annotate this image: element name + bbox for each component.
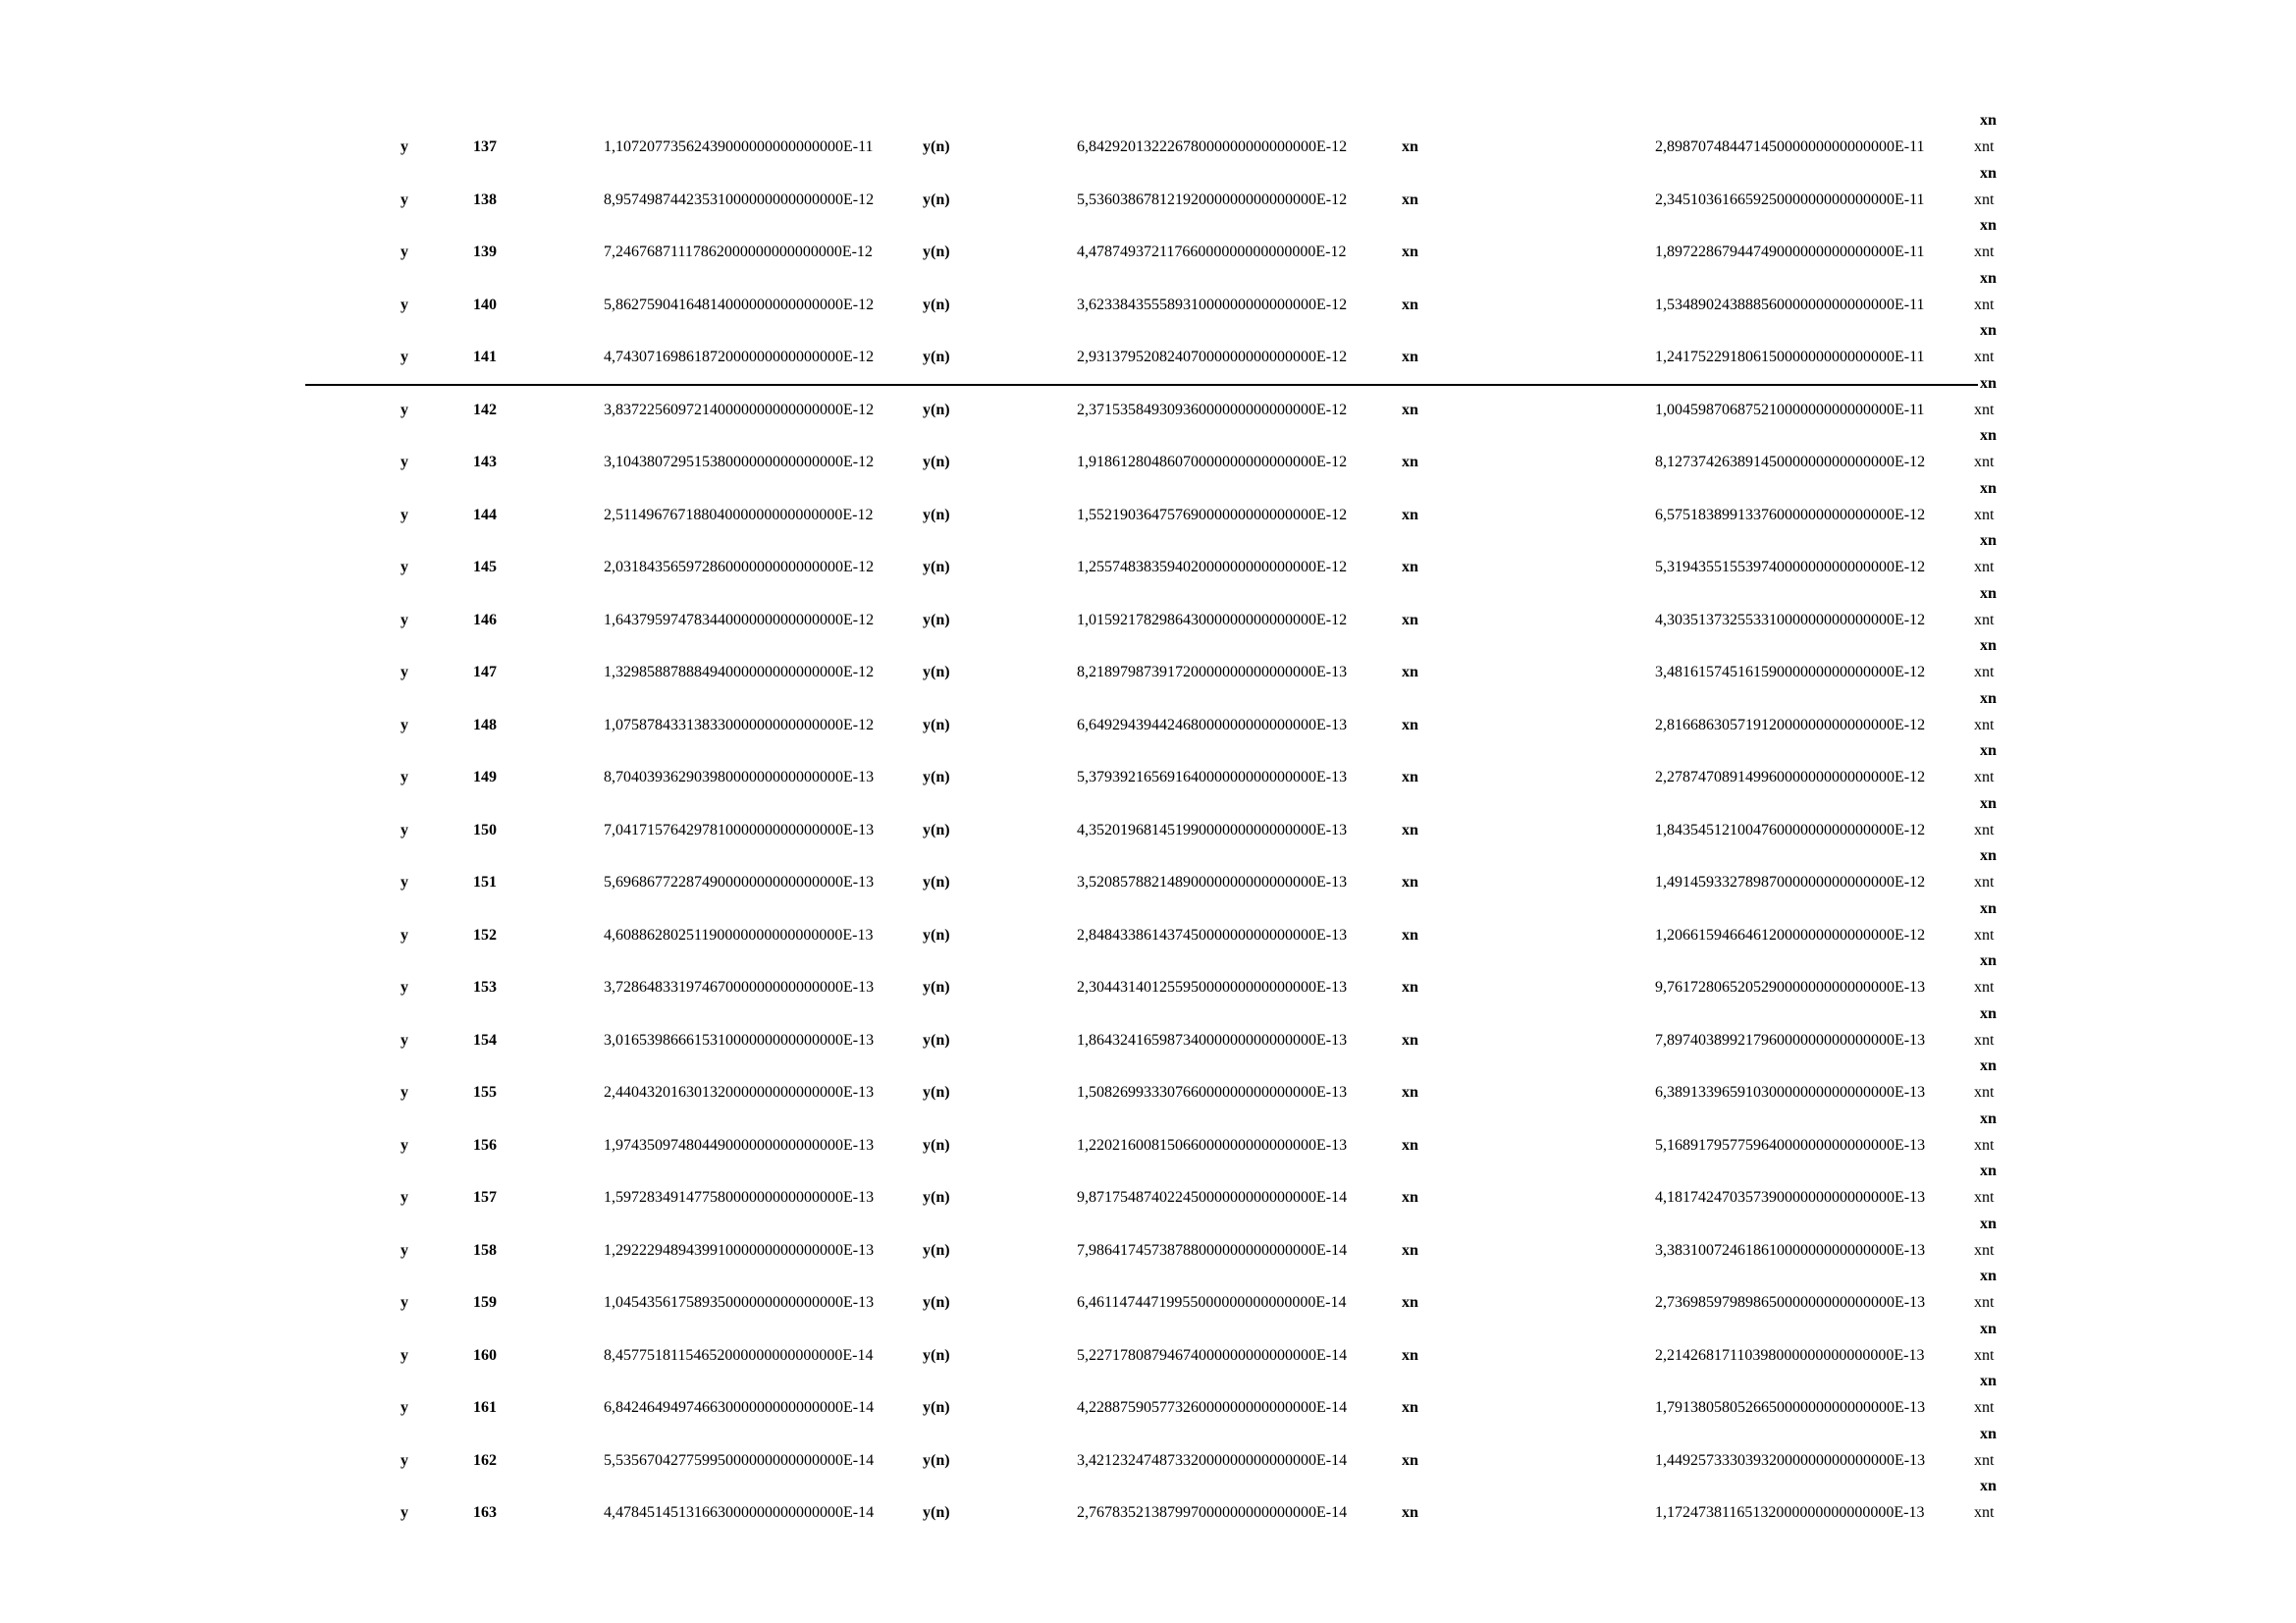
row-xnt-label: xnt (1974, 454, 1995, 470)
row-value-2: 6,46114744719955000000000000000E-14 (1077, 1294, 1347, 1311)
row-value-3: 3,38310072461861000000000000000E-13 (1655, 1241, 1926, 1259)
row-yn-label: y(n) (923, 926, 950, 944)
row-value-1: 3,10438072951538000000000000000E-12 (604, 454, 875, 470)
row-xn-label-top: xn (1980, 637, 1997, 654)
row-value-3: 1,24175229180615000000000000000E-11 (1655, 349, 1925, 365)
row-xn-label: xn (1402, 1189, 1418, 1206)
row-value-1: 6,84246494974663000000000000000E-14 (604, 1399, 875, 1416)
table-row (0, 726, 2296, 785)
row-value-1: 3,83722560972140000000000000000E-12 (604, 401, 875, 418)
row-value-2: 2,30443140125595000000000000000E-13 (1077, 979, 1348, 996)
row-yn-label: y(n) (923, 1031, 950, 1049)
row-value-1: 7,24676871117862000000000000000E-12 (604, 243, 873, 260)
row-index: 143 (473, 454, 497, 470)
row-value-3: 6,57518389913376000000000000000E-12 (1655, 506, 1926, 523)
row-index: 144 (473, 506, 497, 523)
row-xnt-label: xnt (1974, 821, 1995, 839)
row-value-3: 2,34510361665925000000000000000E-11 (1655, 190, 1925, 208)
table-row (0, 1041, 2296, 1101)
row-value-3: 5,31943551553974000000000000000E-12 (1655, 559, 1926, 575)
row-value-1: 2,51149676718804000000000000000E-12 (604, 506, 874, 523)
row-value-2: 3,42123247487332000000000000000E-14 (1077, 1451, 1348, 1469)
row-value-3: 2,21426817110398000000000000000E-13 (1655, 1346, 1925, 1364)
row-yn-label: y(n) (923, 979, 950, 996)
row-value-1: 1,32985887888494000000000000000E-12 (604, 664, 875, 680)
row-xn-label-top: xn (1980, 689, 1997, 707)
row-y-label: y (400, 296, 408, 313)
row-value-2: 1,22021600815066000000000000000E-13 (1077, 1136, 1348, 1154)
row-value-1: 1,29222948943991000000000000000E-13 (604, 1241, 875, 1259)
row-xn-label-top: xn (1980, 164, 1997, 182)
row-value-2: 4,47874937211766000000000000000E-12 (1077, 243, 1347, 260)
row-xnt-label: xnt (1974, 1346, 1995, 1364)
row-yn-label: y(n) (923, 1084, 950, 1101)
row-value-2: 1,86432416598734000000000000000E-13 (1077, 1031, 1348, 1049)
row-value-1: 5,69686772287490000000000000000E-13 (604, 874, 875, 891)
row-index: 155 (473, 1084, 497, 1101)
row-index: 148 (473, 716, 497, 733)
row-xnt-label: xnt (1974, 349, 1995, 365)
row-xn-label: xn (1402, 664, 1418, 680)
table-row (0, 936, 2296, 996)
row-value-2: 8,21897987391720000000000000000E-13 (1077, 664, 1348, 680)
row-value-2: 9,87175487402245000000000000000E-14 (1077, 1189, 1348, 1206)
row-value-3: 1,84354512100476000000000000000E-12 (1655, 821, 1926, 839)
row-index: 153 (473, 979, 497, 996)
row-value-2: 2,93137952082407000000000000000E-12 (1077, 349, 1348, 365)
table-row (0, 1146, 2296, 1206)
row-xnt-label: xnt (1974, 1084, 1995, 1101)
row-y-label: y (400, 1084, 408, 1101)
row-y-label: y (400, 454, 408, 470)
row-value-2: 5,37939216569164000000000000000E-13 (1077, 769, 1348, 785)
table-row (0, 253, 2296, 313)
row-value-1: 8,70403936290398000000000000000E-13 (604, 769, 875, 785)
row-index: 160 (473, 1346, 497, 1364)
row-value-3: 8,12737426389145000000000000000E-12 (1655, 454, 1926, 470)
row-xn-label: xn (1402, 716, 1418, 733)
row-xn-label-top: xn (1980, 742, 1997, 759)
row-y-label: y (400, 874, 408, 891)
row-yn-label: y(n) (923, 454, 950, 470)
row-xn-label: xn (1402, 1136, 1418, 1154)
row-value-2: 1,50826993330766000000000000000E-13 (1077, 1084, 1348, 1101)
row-yn-label: y(n) (923, 1451, 950, 1469)
row-xnt-label: xnt (1974, 138, 1995, 155)
row-value-2: 1,55219036475769000000000000000E-12 (1077, 506, 1348, 523)
row-y-label: y (400, 716, 408, 733)
row-xn-label: xn (1402, 349, 1418, 365)
row-xn-label: xn (1402, 1084, 1418, 1101)
row-xnt-label: xnt (1974, 1241, 1995, 1259)
row-y-label: y (400, 138, 408, 155)
row-xn-label-top: xn (1980, 374, 1997, 392)
table-row (0, 831, 2296, 891)
row-value-1: 3,01653986661531000000000000000E-13 (604, 1031, 875, 1049)
horizontal-rule (305, 384, 1978, 386)
row-xnt-label: xnt (1974, 190, 1995, 208)
row-xn-label-top: xn (1980, 1425, 1997, 1442)
row-xnt-label: xnt (1974, 506, 1995, 523)
row-value-2: 5,53603867812192000000000000000E-12 (1077, 190, 1348, 208)
table-row (0, 1304, 2296, 1364)
row-index: 163 (473, 1504, 497, 1521)
row-xn-label-top: xn (1980, 1057, 1997, 1074)
row-value-2: 1,25574838359402000000000000000E-12 (1077, 559, 1348, 575)
table-row (0, 200, 2296, 260)
row-value-3: 1,00459870687521000000000000000E-11 (1655, 401, 1925, 418)
row-value-3: 2,73698597989865000000000000000E-13 (1655, 1294, 1926, 1311)
row-xn-label: xn (1402, 1451, 1418, 1469)
row-xnt-label: xnt (1974, 559, 1995, 575)
row-value-3: 1,53489024388856000000000000000E-11 (1655, 296, 1925, 313)
row-xn-label-top: xn (1980, 269, 1997, 287)
row-value-2: 3,52085788214890000000000000000E-13 (1077, 874, 1348, 891)
row-y-label: y (400, 1346, 408, 1364)
row-value-3: 9,76172806520529000000000000000E-13 (1655, 979, 1926, 996)
row-xn-label: xn (1402, 506, 1418, 523)
row-yn-label: y(n) (923, 716, 950, 733)
row-value-3: 1,20661594664612000000000000000E-12 (1655, 926, 1926, 944)
row-value-2: 4,35201968145199000000000000000E-13 (1077, 821, 1348, 839)
row-y-label: y (400, 559, 408, 575)
row-yn-label: y(n) (923, 138, 950, 155)
row-index: 147 (473, 664, 497, 680)
row-xn-label: xn (1402, 1399, 1418, 1416)
row-y-label: y (400, 1031, 408, 1049)
row-xn-label-top: xn (1980, 847, 1997, 864)
row-xn-label-top: xn (1980, 1163, 1997, 1179)
table-row (0, 779, 2296, 839)
row-xn-label: xn (1402, 1504, 1418, 1521)
table-row (0, 674, 2296, 733)
row-value-2: 2,37153584930936000000000000000E-12 (1077, 401, 1348, 418)
row-xn-label-top: xn (1980, 217, 1997, 234)
row-yn-label: y(n) (923, 1189, 950, 1206)
row-xn-label: xn (1402, 138, 1418, 155)
row-xn-label: xn (1402, 243, 1418, 260)
row-yn-label: y(n) (923, 1346, 950, 1364)
row-value-2: 2,84843386143745000000000000000E-13 (1077, 926, 1348, 944)
row-value-2: 4,22887590577326000000000000000E-14 (1077, 1399, 1348, 1416)
row-value-2: 1,01592178298643000000000000000E-12 (1077, 611, 1348, 628)
row-yn-label: y(n) (923, 401, 950, 418)
row-y-label: y (400, 821, 408, 839)
table-row (0, 1251, 2296, 1311)
table-row (0, 148, 2296, 208)
row-xnt-label: xnt (1974, 296, 1995, 313)
table-row (0, 1409, 2296, 1469)
row-yn-label: y(n) (923, 769, 950, 785)
row-xn-label-top: xn (1980, 1215, 1997, 1232)
row-index: 138 (473, 190, 497, 208)
row-xn-label-top: xn (1980, 899, 1997, 917)
row-yn-label: y(n) (923, 1399, 950, 1416)
row-index: 145 (473, 559, 497, 575)
row-value-2: 5,22717808794674000000000000000E-14 (1077, 1346, 1348, 1364)
row-index: 149 (473, 769, 497, 785)
row-xn-label-top: xn (1980, 427, 1997, 444)
row-index: 140 (473, 296, 497, 313)
row-xnt-label: xnt (1974, 1399, 1995, 1416)
row-xn-label-top: xn (1980, 322, 1997, 339)
row-index: 139 (473, 243, 497, 260)
row-xn-label-top: xn (1980, 532, 1997, 549)
row-value-1: 1,07587843313833000000000000000E-12 (604, 716, 875, 733)
row-yn-label: y(n) (923, 506, 950, 523)
row-value-1: 4,74307169861872000000000000000E-12 (604, 349, 875, 365)
row-index: 161 (473, 1399, 497, 1416)
row-xnt-label: xnt (1974, 243, 1995, 260)
row-xn-label-top: xn (1980, 1004, 1997, 1022)
row-xnt-label: xnt (1974, 716, 1995, 733)
row-value-1: 1,10720773562439000000000000000E-11 (604, 138, 874, 155)
row-value-3: 1,79138058052665000000000000000E-13 (1655, 1399, 1926, 1416)
row-index: 141 (473, 349, 497, 365)
row-y-label: y (400, 611, 408, 628)
row-yn-label: y(n) (923, 1136, 950, 1154)
row-index: 162 (473, 1451, 497, 1469)
row-y-label: y (400, 664, 408, 680)
row-index: 156 (473, 1136, 497, 1154)
row-y-label: y (400, 769, 408, 785)
row-xn-label: xn (1402, 769, 1418, 785)
row-yn-label: y(n) (923, 1241, 950, 1259)
table-row (0, 463, 2296, 523)
row-y-label: y (400, 190, 408, 208)
row-xn-label-top: xn (1980, 952, 1997, 969)
row-value-3: 2,27874708914996000000000000000E-12 (1655, 769, 1926, 785)
row-y-label: y (400, 979, 408, 996)
row-value-1: 5,86275904164814000000000000000E-12 (604, 296, 875, 313)
row-y-label: y (400, 401, 408, 418)
row-value-3: 1,44925733303932000000000000000E-13 (1655, 1451, 1926, 1469)
row-index: 154 (473, 1031, 497, 1049)
row-value-1: 1,64379597478344000000000000000E-12 (604, 611, 875, 628)
row-value-1: 7,04171576429781000000000000000E-13 (604, 821, 875, 839)
row-xnt-label: xnt (1974, 1136, 1995, 1154)
row-value-1: 2,03184356597286000000000000000E-12 (604, 559, 875, 575)
table-row (0, 1461, 2296, 1521)
row-xn-label: xn (1402, 821, 1418, 839)
row-xnt-label: xnt (1974, 979, 1995, 996)
table-row (0, 884, 2296, 944)
row-y-label: y (400, 1451, 408, 1469)
row-xnt-label: xnt (1974, 874, 1995, 891)
row-xn-label: xn (1402, 874, 1418, 891)
table-row (0, 305, 2296, 365)
row-xn-label: xn (1402, 1294, 1418, 1311)
row-xnt-label: xnt (1974, 1451, 1995, 1469)
row-yn-label: y(n) (923, 1294, 950, 1311)
row-xn-label: xn (1402, 1346, 1418, 1364)
row-yn-label: y(n) (923, 874, 950, 891)
row-value-1: 4,60886280251190000000000000000E-13 (604, 926, 874, 944)
row-value-1: 5,53567042775995000000000000000E-14 (604, 1451, 875, 1469)
row-value-3: 7,89740389921796000000000000000E-13 (1655, 1031, 1926, 1049)
row-yn-label: y(n) (923, 243, 950, 260)
row-index: 151 (473, 874, 497, 891)
row-value-1: 3,72864833197467000000000000000E-13 (604, 979, 875, 996)
row-index: 159 (473, 1294, 497, 1311)
row-value-3: 5,16891795775964000000000000000E-13 (1655, 1136, 1926, 1154)
row-xn-label-top: xn (1980, 1373, 1997, 1389)
row-value-2: 1,91861280486070000000000000000E-12 (1077, 454, 1348, 470)
row-index: 137 (473, 138, 497, 155)
row-xnt-label: xnt (1974, 769, 1995, 785)
row-xnt-label: xnt (1974, 611, 1995, 628)
row-yn-label: y(n) (923, 296, 950, 313)
row-xn-label-top: xn (1980, 112, 1997, 129)
row-yn-label: y(n) (923, 1504, 950, 1521)
row-index: 146 (473, 611, 497, 628)
row-value-2: 6,84292013222678000000000000000E-12 (1077, 138, 1348, 155)
row-index: 157 (473, 1189, 497, 1206)
table-row (0, 410, 2296, 470)
row-index: 142 (473, 401, 497, 418)
row-yn-label: y(n) (923, 190, 950, 208)
row-value-3: 1,17247381165132000000000000000E-13 (1655, 1504, 1925, 1521)
row-xnt-label: xnt (1974, 401, 1995, 418)
row-y-label: y (400, 349, 408, 365)
row-xn-label: xn (1402, 979, 1418, 996)
row-xn-label-top: xn (1980, 1268, 1997, 1284)
row-xn-label: xn (1402, 401, 1418, 418)
row-y-label: y (400, 243, 408, 260)
row-y-label: y (400, 1189, 408, 1206)
row-y-label: y (400, 1504, 408, 1521)
row-xnt-label: xnt (1974, 1294, 1995, 1311)
row-xnt-label: xnt (1974, 1504, 1995, 1521)
row-value-2: 2,76783521387997000000000000000E-14 (1077, 1504, 1348, 1521)
row-xn-label-top: xn (1980, 1320, 1997, 1337)
table-row (0, 621, 2296, 680)
table-row (0, 568, 2296, 628)
row-y-label: y (400, 1136, 408, 1154)
row-value-3: 6,38913396591030000000000000000E-13 (1655, 1084, 1926, 1101)
row-xnt-label: xnt (1974, 1031, 1995, 1049)
row-xn-label-top: xn (1980, 1478, 1997, 1494)
row-index: 152 (473, 926, 497, 944)
row-value-1: 8,45775181154652000000000000000E-14 (604, 1346, 874, 1364)
row-y-label: y (400, 506, 408, 523)
table-row (0, 515, 2296, 575)
row-xn-label-top: xn (1980, 479, 1997, 497)
row-xn-label: xn (1402, 1031, 1418, 1049)
table-row (0, 1199, 2296, 1259)
row-yn-label: y(n) (923, 349, 950, 365)
row-y-label: y (400, 1294, 408, 1311)
row-yn-label: y(n) (923, 559, 950, 575)
row-value-3: 1,89722867944749000000000000000E-11 (1655, 243, 1925, 260)
row-value-3: 4,30351373255331000000000000000E-12 (1655, 611, 1926, 628)
row-index: 150 (473, 821, 497, 839)
row-xn-label-top: xn (1980, 1109, 1997, 1127)
row-value-1: 1,97435097480449000000000000000E-13 (604, 1136, 875, 1154)
row-xn-label: xn (1402, 454, 1418, 470)
row-y-label: y (400, 1241, 408, 1259)
row-xn-label: xn (1402, 611, 1418, 628)
row-value-1: 2,44043201630132000000000000000E-13 (604, 1084, 875, 1101)
row-y-label: y (400, 926, 408, 944)
row-xn-label: xn (1402, 559, 1418, 575)
row-xn-label-top: xn (1980, 794, 1997, 812)
row-value-2: 6,64929439442468000000000000000E-13 (1077, 716, 1348, 733)
row-value-3: 1,49145933278987000000000000000E-12 (1655, 874, 1926, 891)
row-yn-label: y(n) (923, 611, 950, 628)
row-yn-label: y(n) (923, 821, 950, 839)
row-value-1: 4,47845145131663000000000000000E-14 (604, 1504, 875, 1521)
row-xn-label: xn (1402, 1241, 1418, 1259)
row-xnt-label: xnt (1974, 926, 1995, 944)
table-row (0, 1094, 2296, 1154)
row-xn-label: xn (1402, 190, 1418, 208)
row-value-3: 2,89870748447145000000000000000E-11 (1655, 138, 1925, 155)
row-value-1: 8,95749874423531000000000000000E-12 (604, 190, 875, 208)
row-value-3: 2,81668630571912000000000000000E-12 (1655, 716, 1926, 733)
row-xnt-label: xnt (1974, 664, 1995, 680)
row-value-1: 1,59728349147758000000000000000E-13 (604, 1189, 875, 1206)
row-value-1: 1,04543561758935000000000000000E-13 (604, 1294, 875, 1311)
row-xn-label: xn (1402, 296, 1418, 313)
table-row (0, 95, 2296, 155)
row-y-label: y (400, 1399, 408, 1416)
row-xnt-label: xnt (1974, 1189, 1995, 1206)
row-value-2: 7,98641745738788000000000000000E-14 (1077, 1241, 1348, 1259)
table-row (0, 989, 2296, 1049)
row-value-3: 4,18174247035739000000000000000E-13 (1655, 1189, 1926, 1206)
table-row (0, 1356, 2296, 1416)
row-xn-label: xn (1402, 926, 1418, 944)
row-value-2: 3,62338435558931000000000000000E-12 (1077, 296, 1348, 313)
row-index: 158 (473, 1241, 497, 1259)
row-xn-label-top: xn (1980, 584, 1997, 602)
row-yn-label: y(n) (923, 664, 950, 680)
row-value-3: 3,48161574516159000000000000000E-12 (1655, 664, 1926, 680)
